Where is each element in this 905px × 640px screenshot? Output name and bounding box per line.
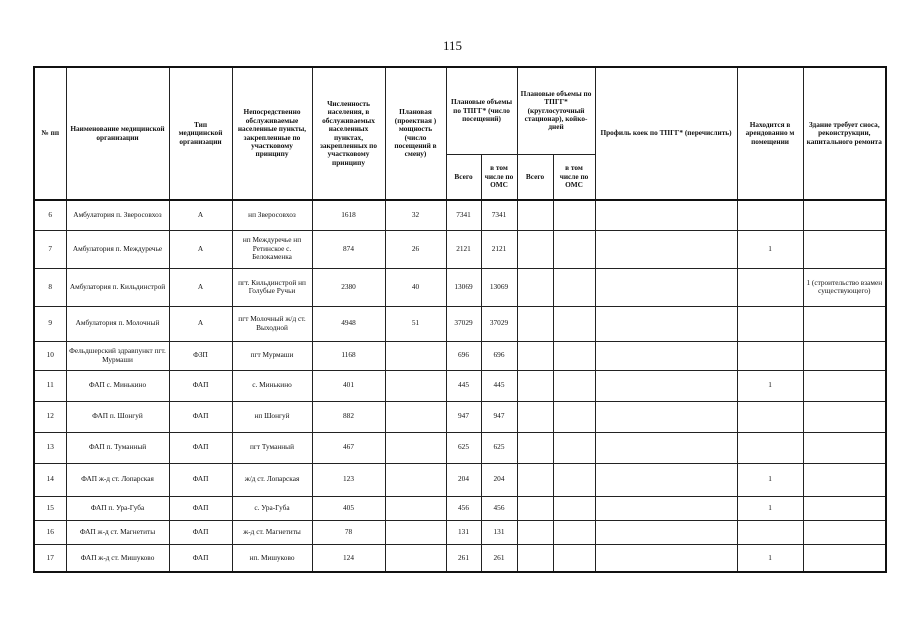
cell-type: А bbox=[169, 268, 232, 306]
cell-type: А bbox=[169, 230, 232, 268]
cell-beds-total bbox=[517, 496, 553, 520]
cell-visits-oms: 131 bbox=[481, 520, 517, 544]
cell-beds-total bbox=[517, 341, 553, 370]
cell-name: Амбулатория п. Кильдинстрой bbox=[66, 268, 169, 306]
cell-rented: 1 bbox=[737, 370, 803, 401]
cell-rented bbox=[737, 520, 803, 544]
cell-type: ФЗП bbox=[169, 341, 232, 370]
cell-beds-oms bbox=[553, 401, 595, 432]
cell-name: Амбулатория п. Междуречье bbox=[66, 230, 169, 268]
table-row bbox=[34, 432, 886, 463]
cell-population: 405 bbox=[312, 496, 385, 520]
header-population: Численность населения, в обслуживаемых населенных пунктах, закрепленных по участковому принципу bbox=[312, 67, 385, 200]
cell-repair bbox=[803, 496, 886, 520]
page-number: 115 bbox=[442, 38, 463, 53]
cell-visits-oms: 625 bbox=[481, 432, 517, 463]
header-planned-visits: Плановые объемы по ТПГГ* (число посещений) bbox=[446, 67, 517, 154]
cell-type: ФАП bbox=[169, 463, 232, 496]
table-row bbox=[34, 306, 886, 341]
cell-profile bbox=[595, 306, 737, 341]
cell-capacity: 26 bbox=[385, 230, 446, 268]
table-row bbox=[34, 463, 886, 496]
cell-num: 7 bbox=[34, 230, 66, 268]
cell-rented: 1 bbox=[737, 463, 803, 496]
cell-visits-oms: 261 bbox=[481, 544, 517, 572]
cell-type: А bbox=[169, 306, 232, 341]
cell-repair bbox=[803, 401, 886, 432]
cell-beds-total bbox=[517, 230, 553, 268]
cell-profile bbox=[595, 341, 737, 370]
cell-repair bbox=[803, 200, 886, 230]
cell-settlements: с. Минькино bbox=[232, 370, 312, 401]
cell-num: 11 bbox=[34, 370, 66, 401]
cell-repair bbox=[803, 370, 886, 401]
cell-num: 6 bbox=[34, 200, 66, 230]
cell-settlements: ж/д ст. Лопарская bbox=[232, 463, 312, 496]
header-settlements: Непосредственно обслуживаемые населенные пункты, закрепленные по участковому принципу bbox=[232, 67, 312, 200]
header-num: № пп bbox=[34, 67, 66, 200]
table-row bbox=[34, 370, 886, 401]
cell-visits-total: 696 bbox=[446, 341, 481, 370]
cell-name: ФАП п. Туманный bbox=[66, 432, 169, 463]
cell-repair bbox=[803, 520, 886, 544]
cell-beds-oms bbox=[553, 520, 595, 544]
cell-rented bbox=[737, 268, 803, 306]
cell-capacity bbox=[385, 520, 446, 544]
cell-type: ФАП bbox=[169, 432, 232, 463]
cell-name: ФАП ж-д ст. Мишуково bbox=[66, 544, 169, 572]
cell-visits-total: 445 bbox=[446, 370, 481, 401]
cell-population: 78 bbox=[312, 520, 385, 544]
cell-profile bbox=[595, 200, 737, 230]
cell-profile bbox=[595, 432, 737, 463]
cell-visits-oms: 7341 bbox=[481, 200, 517, 230]
cell-name: ФАП ж-д ст. Магнетиты bbox=[66, 520, 169, 544]
cell-beds-oms bbox=[553, 230, 595, 268]
header-beds-oms: в том числе по ОМС bbox=[553, 154, 595, 200]
cell-visits-total: 2121 bbox=[446, 230, 481, 268]
cell-num: 9 bbox=[34, 306, 66, 341]
cell-population: 123 bbox=[312, 463, 385, 496]
header-visits-total: Всего bbox=[446, 154, 481, 200]
cell-settlements: ж-д ст. Магнетиты bbox=[232, 520, 312, 544]
cell-repair bbox=[803, 432, 886, 463]
cell-settlements: нп Зверосовхоз bbox=[232, 200, 312, 230]
table-body bbox=[34, 200, 886, 572]
cell-type: ФАП bbox=[169, 401, 232, 432]
cell-profile bbox=[595, 544, 737, 572]
cell-rented: 1 bbox=[737, 230, 803, 268]
cell-name: Амбулатория п. Зверосовхоз bbox=[66, 200, 169, 230]
cell-repair bbox=[803, 306, 886, 341]
header-visits-oms: в том числе по ОМС bbox=[481, 154, 517, 200]
cell-population: 2380 bbox=[312, 268, 385, 306]
cell-beds-oms bbox=[553, 306, 595, 341]
cell-beds-oms bbox=[553, 496, 595, 520]
cell-capacity bbox=[385, 432, 446, 463]
cell-visits-oms: 947 bbox=[481, 401, 517, 432]
cell-visits-total: 13069 bbox=[446, 268, 481, 306]
table-row bbox=[34, 341, 886, 370]
cell-beds-oms bbox=[553, 341, 595, 370]
cell-type: А bbox=[169, 200, 232, 230]
cell-name: ФАП ж-д ст. Лопарская bbox=[66, 463, 169, 496]
cell-capacity bbox=[385, 463, 446, 496]
cell-rented bbox=[737, 401, 803, 432]
cell-visits-oms: 37029 bbox=[481, 306, 517, 341]
cell-beds-total bbox=[517, 463, 553, 496]
cell-num: 8 bbox=[34, 268, 66, 306]
cell-rented bbox=[737, 432, 803, 463]
cell-population: 124 bbox=[312, 544, 385, 572]
cell-rented bbox=[737, 306, 803, 341]
cell-visits-total: 204 bbox=[446, 463, 481, 496]
cell-profile bbox=[595, 496, 737, 520]
table-header bbox=[34, 67, 886, 200]
table-row bbox=[34, 520, 886, 544]
cell-num: 12 bbox=[34, 401, 66, 432]
table-row bbox=[34, 268, 886, 306]
cell-profile bbox=[595, 370, 737, 401]
header-profile: Профиль коек по ТПГГ* (перечислить) bbox=[595, 67, 737, 200]
cell-settlements: пгт Туманный bbox=[232, 432, 312, 463]
cell-capacity: 51 bbox=[385, 306, 446, 341]
cell-beds-total bbox=[517, 432, 553, 463]
cell-repair: 1 (строительство взамен существующего) bbox=[803, 268, 886, 306]
cell-beds-oms bbox=[553, 544, 595, 572]
table-row bbox=[34, 230, 886, 268]
cell-settlements: с. Ура-Губа bbox=[232, 496, 312, 520]
cell-profile bbox=[595, 268, 737, 306]
cell-beds-oms bbox=[553, 432, 595, 463]
table-row bbox=[34, 544, 886, 572]
table-row bbox=[34, 200, 886, 230]
cell-beds-oms bbox=[553, 268, 595, 306]
cell-beds-total bbox=[517, 370, 553, 401]
cell-num: 14 bbox=[34, 463, 66, 496]
cell-name: ФАП п. Шонгуй bbox=[66, 401, 169, 432]
cell-visits-total: 7341 bbox=[446, 200, 481, 230]
cell-visits-oms: 696 bbox=[481, 341, 517, 370]
cell-population: 1168 bbox=[312, 341, 385, 370]
cell-population: 401 bbox=[312, 370, 385, 401]
cell-visits-oms: 2121 bbox=[481, 230, 517, 268]
cell-visits-oms: 445 bbox=[481, 370, 517, 401]
header-type: Тип медицинской организации bbox=[169, 67, 232, 200]
cell-settlements: нп. Мишуково bbox=[232, 544, 312, 572]
cell-type: ФАП bbox=[169, 520, 232, 544]
cell-beds-oms bbox=[553, 200, 595, 230]
cell-profile bbox=[595, 230, 737, 268]
cell-population: 874 bbox=[312, 230, 385, 268]
cell-profile bbox=[595, 520, 737, 544]
header-name: Наименование медицинской организации bbox=[66, 67, 169, 200]
cell-visits-total: 131 bbox=[446, 520, 481, 544]
cell-capacity bbox=[385, 544, 446, 572]
cell-rented: 1 bbox=[737, 496, 803, 520]
cell-repair bbox=[803, 544, 886, 572]
cell-num: 10 bbox=[34, 341, 66, 370]
cell-beds-total bbox=[517, 306, 553, 341]
facilities-table bbox=[33, 66, 887, 573]
cell-beds-oms bbox=[553, 463, 595, 496]
cell-num: 13 bbox=[34, 432, 66, 463]
cell-rented: 1 bbox=[737, 544, 803, 572]
cell-population: 4948 bbox=[312, 306, 385, 341]
cell-type: ФАП bbox=[169, 496, 232, 520]
cell-population: 1618 bbox=[312, 200, 385, 230]
table-row bbox=[34, 496, 886, 520]
cell-name: ФАП с. Минькино bbox=[66, 370, 169, 401]
cell-population: 467 bbox=[312, 432, 385, 463]
table-row bbox=[34, 401, 886, 432]
cell-beds-total bbox=[517, 544, 553, 572]
cell-rented bbox=[737, 200, 803, 230]
cell-capacity bbox=[385, 341, 446, 370]
cell-profile bbox=[595, 401, 737, 432]
cell-settlements: пгт Молочный ж/д ст. Выходной bbox=[232, 306, 312, 341]
header-repair: Здание требует сноса, реконструкции, капитального ремонта bbox=[803, 67, 886, 200]
cell-capacity: 40 bbox=[385, 268, 446, 306]
cell-visits-total: 37029 bbox=[446, 306, 481, 341]
cell-type: ФАП bbox=[169, 370, 232, 401]
cell-population: 882 bbox=[312, 401, 385, 432]
cell-capacity bbox=[385, 370, 446, 401]
cell-name: ФАП п. Ура-Губа bbox=[66, 496, 169, 520]
header-planned-beds: Плановые объемы по ТПГГ* (круглосуточный стационар), койко-дней bbox=[517, 67, 595, 154]
cell-capacity bbox=[385, 496, 446, 520]
cell-beds-total bbox=[517, 268, 553, 306]
cell-visits-total: 947 bbox=[446, 401, 481, 432]
cell-settlements: пгт. Кильдинстрой нп Голубые Ручьи bbox=[232, 268, 312, 306]
cell-profile bbox=[595, 463, 737, 496]
cell-visits-oms: 204 bbox=[481, 463, 517, 496]
cell-repair bbox=[803, 463, 886, 496]
cell-rented bbox=[737, 341, 803, 370]
header-rented: Находится в арендованно м помещении bbox=[737, 67, 803, 200]
cell-capacity bbox=[385, 401, 446, 432]
cell-visits-total: 456 bbox=[446, 496, 481, 520]
cell-visits-total: 625 bbox=[446, 432, 481, 463]
cell-beds-total bbox=[517, 401, 553, 432]
cell-settlements: нп Шонгуй bbox=[232, 401, 312, 432]
header-beds-total: Всего bbox=[517, 154, 553, 200]
cell-visits-total: 261 bbox=[446, 544, 481, 572]
cell-num: 15 bbox=[34, 496, 66, 520]
cell-repair bbox=[803, 230, 886, 268]
cell-beds-total bbox=[517, 520, 553, 544]
cell-visits-oms: 13069 bbox=[481, 268, 517, 306]
cell-capacity: 32 bbox=[385, 200, 446, 230]
header-capacity: Плановая (проектная ) мощность (число посещений в смену) bbox=[385, 67, 446, 200]
cell-beds-oms bbox=[553, 370, 595, 401]
cell-repair bbox=[803, 341, 886, 370]
cell-settlements: нп Междуречье нп Ретинское с. Белокаменка bbox=[232, 230, 312, 268]
cell-num: 17 bbox=[34, 544, 66, 572]
cell-name: Фельдшерский здравпункт пгт. Мурмаши bbox=[66, 341, 169, 370]
cell-type: ФАП bbox=[169, 544, 232, 572]
cell-beds-total bbox=[517, 200, 553, 230]
cell-visits-oms: 456 bbox=[481, 496, 517, 520]
cell-settlements: пгт Мурмаши bbox=[232, 341, 312, 370]
cell-name: Амбулатория п. Молочный bbox=[66, 306, 169, 341]
cell-num: 16 bbox=[34, 520, 66, 544]
